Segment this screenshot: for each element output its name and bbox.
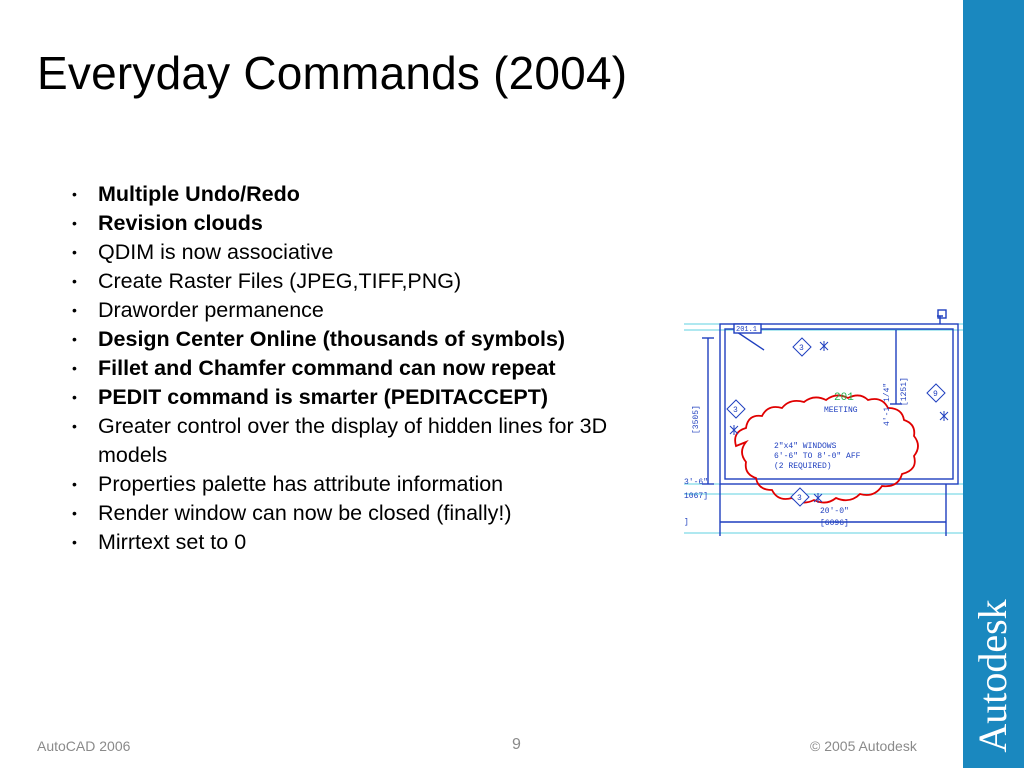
bullet-item [72, 296, 672, 325]
bullet-list [72, 180, 672, 557]
bullet-text: Revision clouds [98, 211, 263, 235]
bullet-item [72, 470, 672, 499]
room-name: MEETING [824, 406, 858, 415]
tag-b-label: 3 [733, 406, 738, 415]
dim-left-mm: [3505] [692, 405, 701, 434]
bullet-item [72, 267, 672, 296]
dim-bottom-mm: [6096] [820, 519, 849, 528]
bullet-item [72, 412, 672, 470]
bullet-text: Render window can now be closed (finally!) [98, 501, 512, 525]
bullet-dot: • [72, 331, 77, 347]
bullet-text: Design Center Online (thousands of symbols) [98, 327, 566, 351]
bullet-item [72, 383, 672, 412]
footer-copyright: © 2005 Autodesk [810, 738, 917, 754]
bullet-item [72, 528, 672, 557]
bullet-text: Fillet and Chamfer command can now repeat [98, 356, 556, 380]
room-number: 201 [834, 392, 854, 404]
tag-d-label: 9 [933, 390, 938, 399]
bullet-item [72, 180, 672, 209]
windows-note-line-2: 6'-6" TO 8'-0" AFF [774, 452, 861, 461]
bullet-text: Multiple Undo/Redo [98, 182, 300, 206]
slide-title: Everyday Commands (2004) [37, 47, 628, 99]
room-tag: 201.1 [736, 326, 758, 334]
bullet-dot: • [72, 302, 77, 318]
dim-height-ft: 4'-1 1/4" [883, 382, 892, 426]
windows-note-line-1: 2"x4" WINDOWS [774, 442, 837, 451]
bullet-dot: • [72, 505, 77, 521]
autodesk-logo: Autodesk [970, 599, 1015, 753]
tag-c-label: 3 [797, 494, 802, 503]
bullet-item [72, 499, 672, 528]
bullet-text: Mirrtext set to 0 [98, 530, 247, 554]
bullet-dot: • [72, 215, 77, 231]
bullet-text: Create Raster Files (JPEG,TIFF,PNG) [98, 269, 462, 293]
bullet-dot: • [72, 186, 77, 202]
bullet-text: PEDIT command is smarter (PEDITACCEPT) [98, 385, 548, 409]
floor-plan-drawing [684, 308, 964, 544]
dim-lower-left-end: ] [684, 518, 689, 527]
footer-product: AutoCAD 2006 [37, 738, 131, 754]
bullet-dot: • [72, 273, 77, 289]
dim-lower-left-mm: 1067] [684, 492, 709, 501]
tag-a-label: 3 [799, 344, 804, 353]
dim-lower-left-ft: 3'-6" [684, 478, 709, 487]
bullet-dot: • [72, 534, 77, 550]
windows-note-line-3: (2 REQUIRED) [774, 462, 832, 471]
bullet-text: QDIM is now associative [98, 240, 334, 264]
bullet-dot: • [72, 389, 77, 405]
bullet-item [72, 325, 672, 354]
dim-height-mm: [1251] [900, 377, 909, 406]
bullet-dot: • [72, 418, 77, 434]
page-number: 9 [512, 736, 521, 753]
bullet-item [72, 238, 672, 267]
bullet-text: Greater control over the display of hidden lines for 3D models [98, 414, 608, 467]
bullet-text: Properties palette has attribute information [98, 472, 504, 496]
bullet-item [72, 209, 672, 238]
bullet-dot: • [72, 360, 77, 376]
dim-bottom-ft: 20'-0" [820, 507, 849, 516]
bullet-item [72, 354, 672, 383]
bullet-dot: • [72, 476, 77, 492]
bullet-dot: • [72, 244, 77, 260]
bullet-text: Draworder permanence [98, 298, 324, 322]
